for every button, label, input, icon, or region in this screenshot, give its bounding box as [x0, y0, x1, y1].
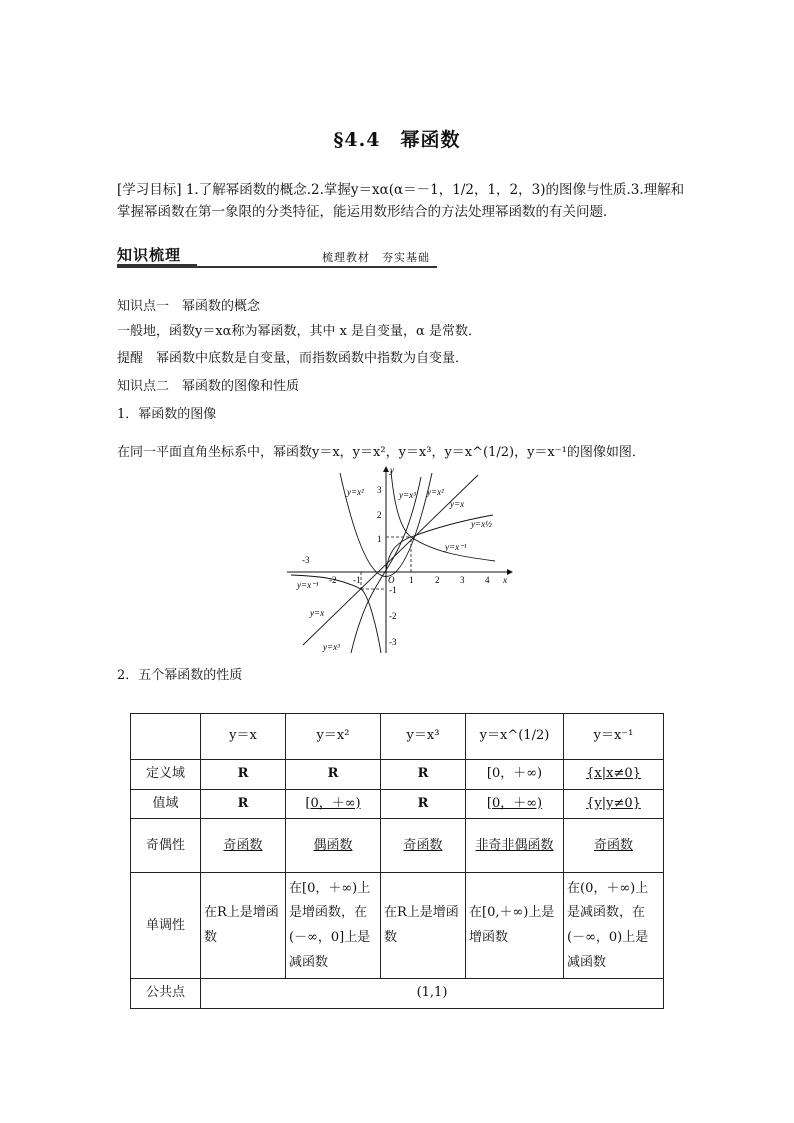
- table-row-domain: [131, 760, 664, 790]
- table-row-parity: [131, 819, 664, 873]
- header-y-x: y＝x: [201, 714, 286, 760]
- section-subheading: 梳理教材 夯实基础: [322, 251, 430, 264]
- table-cell: {y|y≠0}: [564, 789, 664, 819]
- goals-line2: 掌握幂函数在第一象限的分类特征，能运用数形结合的方法处理幂函数的有关问题．: [117, 203, 617, 220]
- table-cell: 奇函数: [564, 819, 664, 873]
- table-cell: R: [381, 789, 466, 819]
- label-inv-pos: y=x⁻¹: [445, 542, 467, 552]
- label-x-bottom: y=x: [310, 608, 325, 618]
- y-tick-neg2: -2: [389, 611, 397, 621]
- table-cell: 奇函数: [381, 819, 466, 873]
- table-row-common-point: [131, 979, 664, 1009]
- header-y-x2: y＝x²: [286, 714, 381, 760]
- origin-label: O: [388, 575, 395, 585]
- graph-intro: 在同一平面直角坐标系中，幂函数y＝x，y＝x²，y＝x³，y＝x^(1/2)，y＝x⁻¹的图像如图．: [117, 445, 645, 460]
- table-cell: 奇函数: [201, 819, 286, 873]
- table-row-range: [131, 789, 664, 819]
- table-cell: (1,1): [201, 979, 664, 1009]
- section-heading: 知识梳理: [117, 246, 182, 264]
- curve-y-inv-pos: [391, 471, 495, 561]
- table-cell: R: [381, 760, 466, 790]
- label-inv-neg: y=x⁻¹: [297, 580, 319, 590]
- label-x3-top: y=x³: [399, 490, 416, 500]
- table-cell: 在[0,＋∞)上是增函数: [466, 873, 564, 979]
- y-tick-1: 1: [377, 534, 382, 544]
- table-cell: 在R上是增函数: [381, 873, 466, 979]
- y-tick-neg1: -1: [389, 585, 397, 595]
- label-x3-bottom: y=x³: [323, 642, 340, 652]
- table-cell: 在R上是增函数: [201, 873, 286, 979]
- x-tick-1: 1: [409, 575, 414, 585]
- y-tick-2: 2: [377, 510, 382, 520]
- goals-label: [学习目标]: [117, 182, 182, 198]
- x-tick-neg1: -1: [353, 575, 361, 585]
- kp2-sub1: 1．幂函数的图像: [117, 407, 217, 422]
- header-y-inv: y＝x⁻¹: [564, 714, 664, 760]
- x-tick-4: 4: [485, 575, 490, 585]
- row-label: 奇偶性: [131, 819, 201, 873]
- learning-goals: [117, 180, 687, 223]
- kp1-text: 一般地，函数y＝xα称为幂函数，其中 x 是自变量，α 是常数．: [117, 324, 481, 339]
- row-label: 单调性: [131, 873, 201, 979]
- table-cell: R: [286, 760, 381, 790]
- table-cell: R: [201, 789, 286, 819]
- heading-underline: [117, 266, 437, 268]
- table-cell: {x|x≠0}: [564, 760, 664, 790]
- table-cell: R: [201, 760, 286, 790]
- label-x2-left: y=x²: [347, 487, 364, 497]
- y-tick-neg3: -3: [389, 637, 397, 647]
- y-tick-3: 3: [377, 485, 382, 495]
- label-sqrt: y=x½: [471, 519, 492, 529]
- table-cell: [0，＋∞): [466, 760, 564, 790]
- x-tick-neg2: -2: [329, 575, 337, 585]
- table-cell: [0，＋∞): [286, 789, 381, 819]
- kp2-sub2: 2．五个幂函数的性质: [117, 668, 243, 683]
- table-cell: 在[0，＋∞)上是增函数，在(－∞，0]上是减函数: [286, 873, 381, 979]
- label-x-top: y=x: [450, 499, 465, 509]
- table-row-monotonic: [131, 873, 664, 979]
- table-cell: 在(0，＋∞)上是减函数，在(－∞，0)上是减函数: [564, 873, 664, 979]
- table-header-row: [131, 714, 664, 760]
- page-title: §4.4 幂函数: [333, 129, 461, 151]
- x-axis-arrow: [507, 569, 513, 575]
- x-axis-label: x: [503, 575, 507, 585]
- y-axis-label: y: [390, 465, 394, 475]
- header-y-sqrt: y＝x^(1/2): [466, 714, 564, 760]
- section-card: [117, 244, 437, 268]
- x-tick-2: 2: [435, 575, 440, 585]
- kp1-title: 知识点一 幂函数的概念: [117, 299, 261, 314]
- row-label: 定义域: [131, 760, 201, 790]
- table-cell: 偶函数: [286, 819, 381, 873]
- row-label: 公共点: [131, 979, 201, 1009]
- goals-line1: 1.了解幂函数的概念.2.掌握y＝xα(α＝－1，1/2，1，2，3)的图像与性质.3.理解和: [185, 182, 685, 198]
- properties-table: [130, 713, 664, 1009]
- kp1-hint: 提醒 幂函数中底数是自变量，而指数函数中指数为自变量．: [117, 351, 469, 366]
- header-y-x3: y＝x³: [381, 714, 466, 760]
- table-cell: 非奇非偶函数: [466, 819, 564, 873]
- kp2-title: 知识点二 幂函数的图像和性质: [117, 379, 300, 394]
- header-empty: [131, 714, 201, 760]
- label-x2-right: y=x²: [427, 487, 444, 497]
- y-axis-arrow: [383, 466, 389, 472]
- row-label: 值域: [131, 789, 201, 819]
- table-cell: [0，＋∞): [466, 789, 564, 819]
- x-tick-neg3: -3: [302, 555, 310, 565]
- power-function-graph: [285, 465, 515, 655]
- x-tick-3: 3: [460, 575, 465, 585]
